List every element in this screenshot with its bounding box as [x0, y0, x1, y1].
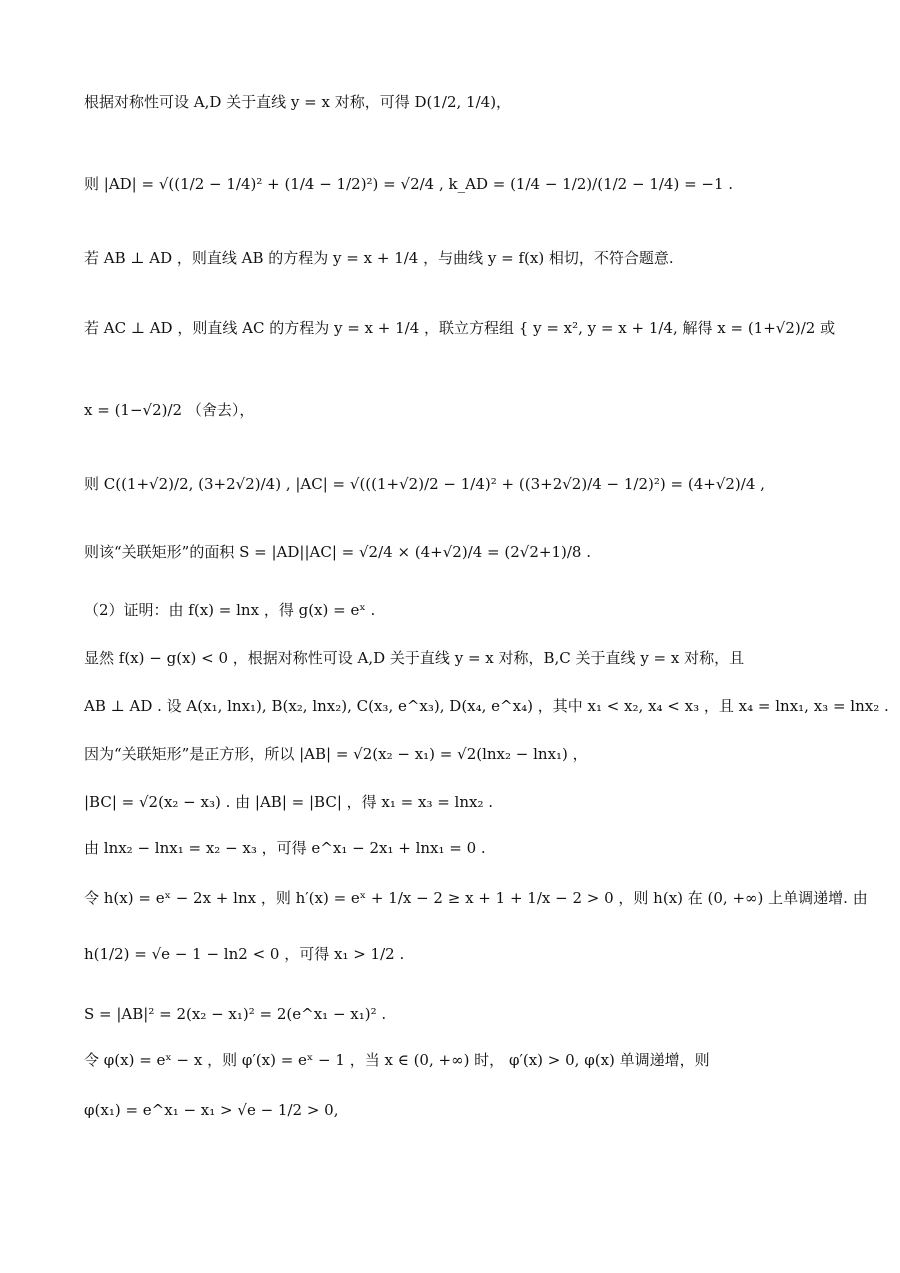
- text-line-9: 显然 f(x) − g(x) < 0 ，根据对称性可设 A,D 关于直线 y = x 对称，B,C 关于直线 y = x 对称，且: [84, 649, 745, 667]
- text-line-11: 因为“关联矩形”是正方形，所以 |AB| = √2(x₂ − x₁) = √2(lnx₂ − lnx₁) ，: [84, 745, 588, 763]
- text-line-15: h(1/2) = √e − 1 − ln2 < 0 ，可得 x₁ > 1/2 .: [84, 945, 405, 963]
- text-line-14: 令 h(x) = eˣ − 2x + lnx ，则 h′(x) = eˣ + 1/x − 2 ≥ x + 1 + 1/x − 2 > 0 ，则 h(x) 在 (0, +∞) 上单调递增. 由: [84, 889, 868, 907]
- text-line-5: x = (1−√2)/2 （舍去），: [84, 401, 255, 419]
- text-line-10: AB ⊥ AD . 设 A(x₁, lnx₁), B(x₂, lnx₂), C(x₃, e^x₃), D(x₄, e^x₄) ，其中 x₁ < x₂, x₄ < x₃ ，且 x₄ = lnx₁, x₃ = lnx₂ .: [84, 697, 889, 715]
- text-line-18: φ(x₁) = e^x₁ − x₁ > √e − 1/2 > 0,: [84, 1101, 339, 1119]
- text-line-16: S = |AB|² = 2(x₂ − x₁)² = 2(e^x₁ − x₁)² .: [84, 1005, 387, 1023]
- text-line-13: 由 lnx₂ − lnx₁ = x₂ − x₃ ，可得 e^x₁ − 2x₁ + lnx₁ = 0 .: [84, 839, 486, 857]
- text-line-4: 若 AC ⊥ AD ，则直线 AC 的方程为 y = x + 1/4 ，联立方程组 { y = x², y = x + 1/4, 解得 x = (1+√2)/2 或: [84, 319, 836, 337]
- text-line-2: 则 |AD| = √((1/2 − 1/4)² + (1/4 − 1/2)²) = √2/4 , k_AD = (1/4 − 1/2)/(1/2 − 1/4) = −1 .: [84, 175, 734, 193]
- text-line-7: 则该“关联矩形”的面积 S = |AD||AC| = √2/4 × (4+√2)/4 = (2√2+1)/8 .: [84, 543, 591, 561]
- text-line-1: 根据对称性可设 A,D 关于直线 y = x 对称，可得 D(1/2, 1/4)，: [84, 93, 512, 111]
- text-line-6: 则 C((1+√2)/2, (3+2√2)/4) , |AC| = √(((1+√2)/2 − 1/4)² + ((3+2√2)/4 − 1/2)²) = (4+√2)/4 ,: [84, 475, 765, 493]
- text-line-3: 若 AB ⊥ AD ，则直线 AB 的方程为 y = x + 1/4 ，与曲线 y = f(x) 相切，不符合题意.: [84, 249, 674, 267]
- text-line-8: （2）证明：由 f(x) = lnx ，得 g(x) = eˣ .: [84, 601, 376, 619]
- text-line-17: 令 φ(x) = eˣ − x ，则 φ′(x) = eˣ − 1 ，当 x ∈ (0, +∞) 时， φ′(x) > 0, φ(x) 单调递增，则: [84, 1051, 710, 1069]
- text-line-12: |BC| = √2(x₂ − x₃) . 由 |AB| = |BC| ，得 x₁ = x₃ = lnx₂ .: [84, 793, 494, 811]
